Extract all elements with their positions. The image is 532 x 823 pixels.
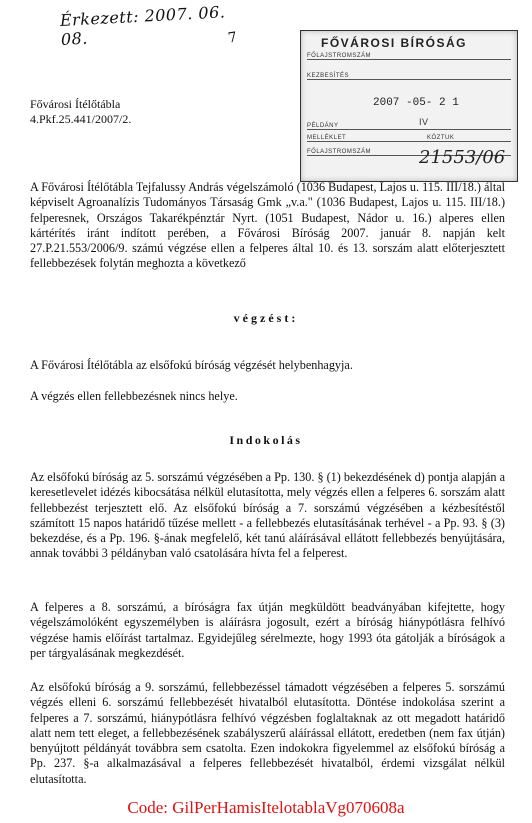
reason-paragraph-3: Az elsőfokú bíróság a 9. sorszámú, fellebbezéssel támadott végzésében a felperes 5. sorszámú végzés elleni 6. sorszámú fellebbezését hivatalból elutasította. Döntése indokolása szerint a felperes a 7. sorszámú, hiánypótlásra felhívó végzésben foglaltaknak az ott megadott határidő alatt nem tett eleget, a fellebbezésének szabályszerű aláírással ellátott, eredetben (nem fax útján) benyújtott példányát továbbra sem csatolta. Ezen indokokra figyelemmel az elsőfokú bíróság a Pp. 237. §-a alkalmazásával a felperes fellebbezését hivatalból, érdemi vizsgálat nélkül elutasította. [30,680,505,786]
reason-paragraph-1: Az elsőfokú bíróság az 5. sorszámú végzésében a Pp. 130. § (1) bekezdésének d) pontja alapján a keresetlevelet idézés kibocsátása nélkül elutasította, mely végzés ellen a felperes 6. sorszám alatt fellebbezést terjesztett elő. Az elsőfokú bíróság a 7. sorszámú végzésében a kézbesítéstől számított 15 napos határidő tűzése mellett - a fellebbezés elutasításának terhével - a Pp. 93. § (3) bekezdése, és a Pp. 196. §-ának megfelelő, két tanú aláírásával ellátott fellebbezés benyújtására, annak további 3 példányban való csatolására hívta fel a felperest. [30,470,505,561]
court-name: Fővárosi Ítélőtábla [30,97,121,111]
intro-paragraph: A Fővárosi Ítélőtábla Tejfalussy András végelszámoló (1036 Budapest, Lajos u. 115. III/18.) által képviselt Agroanalízis Tudományos Társaság Gmk „v.a." (1036 Budapest, Lajos u. 115. III/18.) felperesnek, Országos Takarékpénztár Nyrt. (1051 Budapest, Nádor u. 16.) alperes ellen kártérítés iránt indított perében, a Fővárosi Bíróság 2007. január 8. napján kelt 27.P.21.553/2006/9. számú végzése ellen a felperes által 10. és 13. sorszám alatt előterjesztett fellebbezések folytán meghozta a következő [30,180,505,271]
stamp-row5: FŐLAJSTROMSZÁM [307,149,511,156]
stamp-row4: MELLÉKLET KÖZTUK [307,135,511,142]
stamp-title: FŐVÁROSI BÍRÓSÁG [321,36,468,50]
stamp-row3: PÉLDÁNY IV [307,123,511,130]
stamp-copies: IV [419,117,429,127]
stamp-row2: KEZBESÍTÉS [307,73,511,80]
reason-paragraph-2: A felperes a 8. sorszámú, a bíróságra fax útján megküldött beadványában kifejtette, hogy végelszámolóként egyszemélyben is aláírásra jogosult, ezért a bíróság hiánypótlásra felhívó végzése hamis előírást tartalmaz. Egyidejűleg sérelmezte, hogy 1993 óta gátolják a bíróságok a per tárgyalásának megkezdését. [30,600,505,660]
decision-paragraph: A Fővárosi Ítélőtábla az elsőfokú bíróság végzését helybenhagyja. [30,358,353,372]
stamp-row4b: KÖZTUK [427,135,455,141]
decision-heading: végzést: [233,311,299,325]
court-header [30,97,131,127]
stamp-row1: FŐLAJSTROMSZÁM [307,53,511,60]
stamp-date: 2007 -05- 2 1 [373,97,459,109]
case-number: 4.Pkf.25.441/2007/2. [30,112,132,126]
reasons-heading: Indokolás [229,433,303,447]
stamp-case-handwriting: 21553/06 [419,147,506,168]
no-appeal-paragraph: A végzés ellen fellebbezésnek nincs helye. [30,389,238,403]
handwritten-mark: 7 [226,29,238,47]
court-stamp [300,30,518,182]
received-handwriting: Érkezett: 2007. 06. 08. [59,2,226,49]
document-code: Code: GilPerHamisItelotablaVg070608a [127,798,405,817]
